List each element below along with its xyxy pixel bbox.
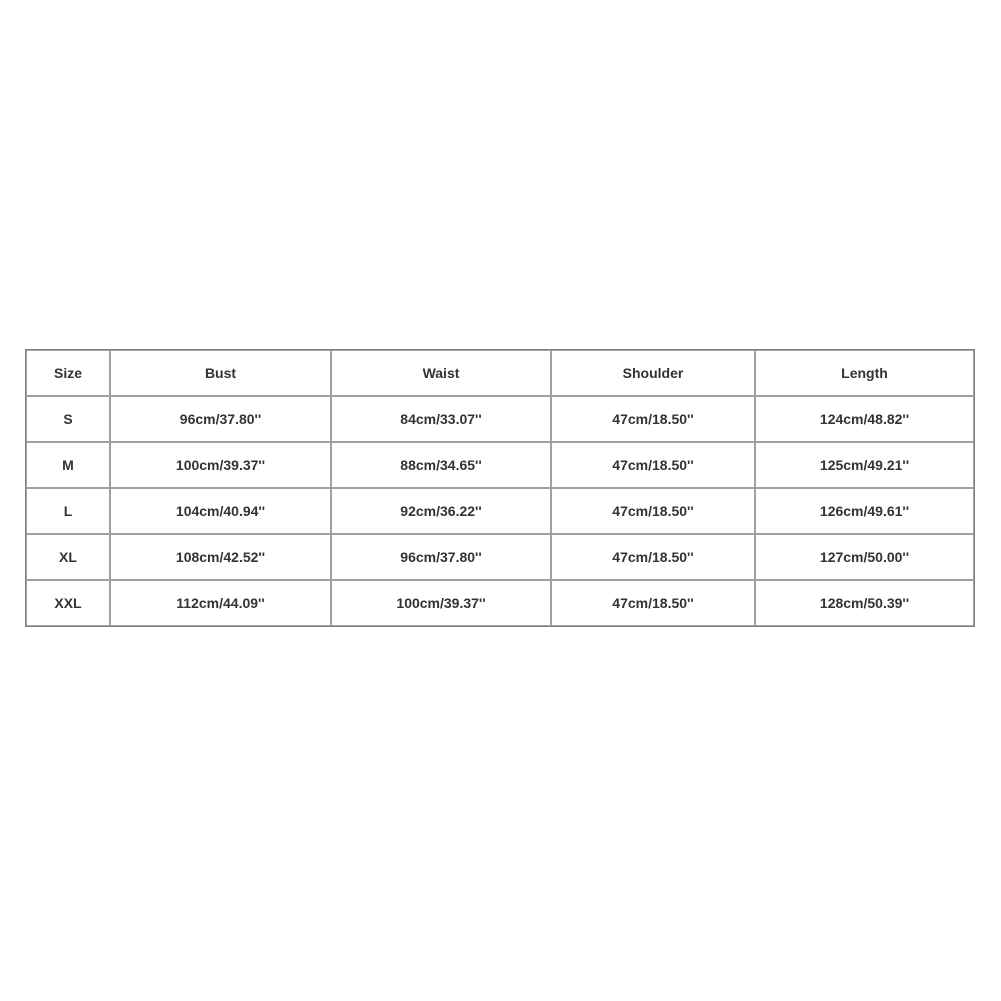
- cell-shoulder: 47cm/18.50'': [551, 442, 755, 488]
- cell-shoulder: 47cm/18.50'': [551, 488, 755, 534]
- cell-bust: 104cm/40.94'': [110, 488, 331, 534]
- cell-size: XL: [26, 534, 110, 580]
- header-length: Length: [755, 350, 974, 396]
- cell-waist: 100cm/39.37'': [331, 580, 551, 626]
- cell-waist: 84cm/33.07'': [331, 396, 551, 442]
- cell-bust: 108cm/42.52'': [110, 534, 331, 580]
- cell-waist: 92cm/36.22'': [331, 488, 551, 534]
- cell-shoulder: 47cm/18.50'': [551, 396, 755, 442]
- header-bust: Bust: [110, 350, 331, 396]
- table-row: [26, 396, 974, 442]
- size-chart-table: [25, 349, 975, 627]
- table-header-row: [26, 350, 974, 396]
- cell-shoulder: 47cm/18.50'': [551, 534, 755, 580]
- cell-size: S: [26, 396, 110, 442]
- table-row: [26, 534, 974, 580]
- cell-bust: 112cm/44.09'': [110, 580, 331, 626]
- table-row: [26, 580, 974, 626]
- header-waist: Waist: [331, 350, 551, 396]
- cell-size: M: [26, 442, 110, 488]
- header-shoulder: Shoulder: [551, 350, 755, 396]
- table-row: [26, 442, 974, 488]
- table-row: [26, 488, 974, 534]
- cell-bust: 100cm/39.37'': [110, 442, 331, 488]
- cell-length: 125cm/49.21'': [755, 442, 974, 488]
- cell-waist: 96cm/37.80'': [331, 534, 551, 580]
- cell-length: 124cm/48.82'': [755, 396, 974, 442]
- header-size: Size: [26, 350, 110, 396]
- cell-waist: 88cm/34.65'': [331, 442, 551, 488]
- cell-shoulder: 47cm/18.50'': [551, 580, 755, 626]
- cell-bust: 96cm/37.80'': [110, 396, 331, 442]
- cell-size: L: [26, 488, 110, 534]
- cell-length: 128cm/50.39'': [755, 580, 974, 626]
- cell-length: 126cm/49.61'': [755, 488, 974, 534]
- cell-length: 127cm/50.00'': [755, 534, 974, 580]
- cell-size: XXL: [26, 580, 110, 626]
